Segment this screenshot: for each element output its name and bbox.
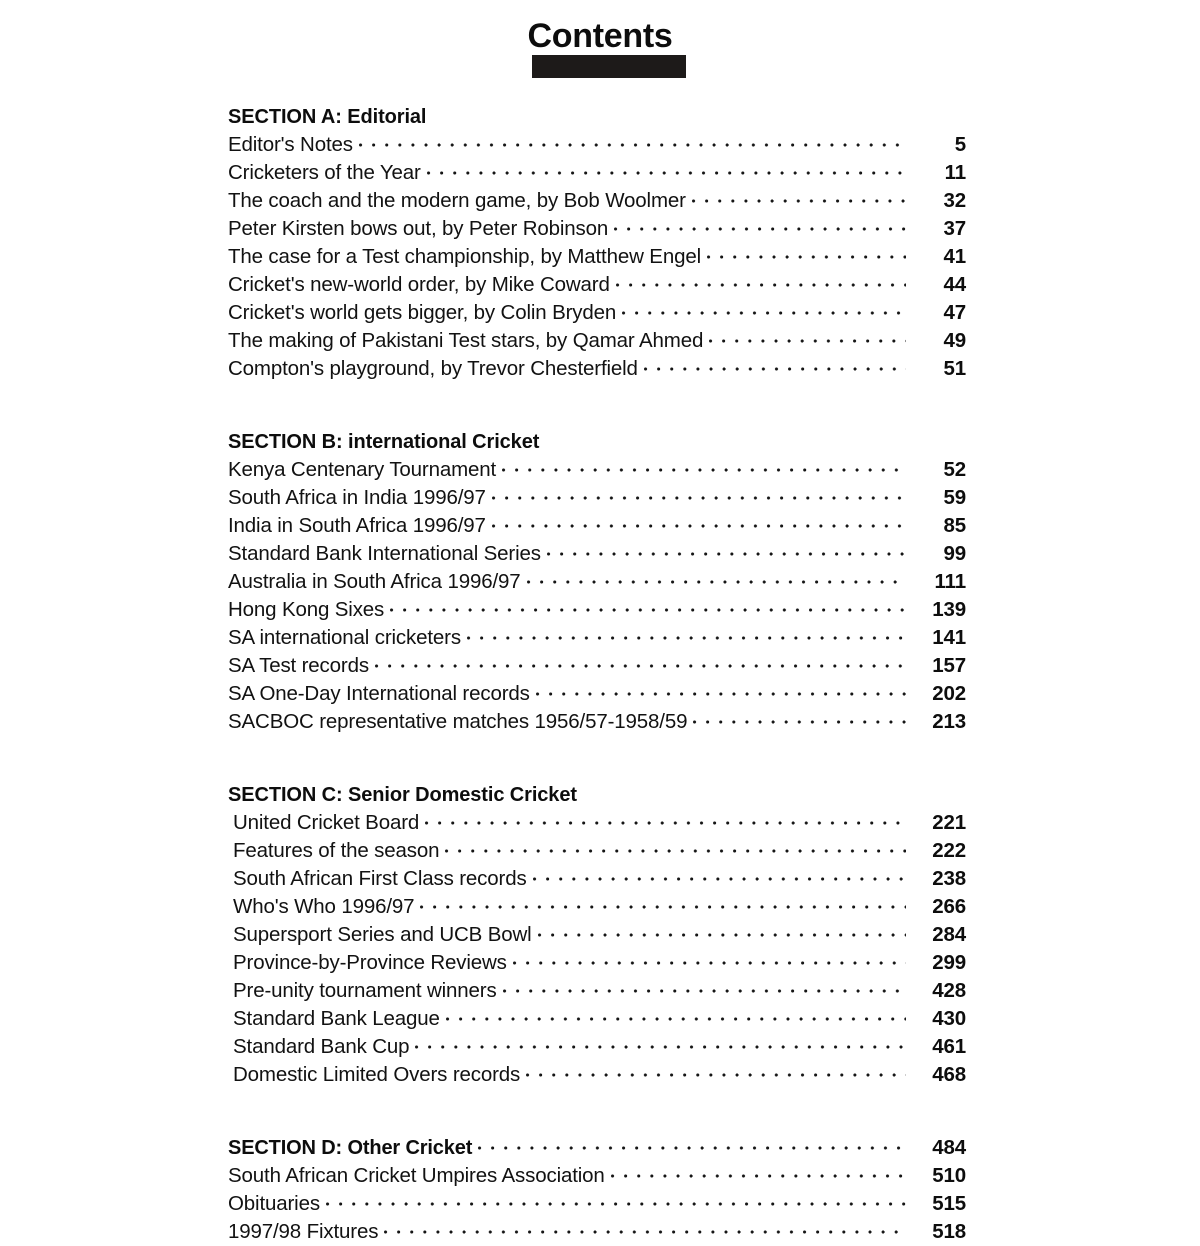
dot-leader — [622, 303, 906, 323]
toc-page-number: 49 — [943, 329, 966, 352]
toc-entry-label: South African First Class records — [233, 867, 527, 890]
toc-page-number: 515 — [932, 1192, 966, 1215]
toc-entry[interactable] — [228, 131, 966, 159]
toc-entry-label: SA One-Day International records — [228, 682, 530, 705]
toc-entry-label: Standard Bank League — [233, 1007, 440, 1030]
toc-entry[interactable] — [228, 809, 966, 837]
section-heading: SECTION C: Senior Domestic Cricket — [228, 784, 577, 806]
toc-entry[interactable] — [228, 837, 966, 865]
dot-leader — [492, 488, 906, 508]
dot-leader — [425, 813, 906, 833]
section-heading-label: SECTION D: Other Cricket — [228, 1137, 473, 1159]
toc-page-number: 202 — [932, 682, 966, 705]
toc-entry[interactable] — [228, 299, 966, 327]
toc-entry-label: Pre-unity tournament winners — [233, 979, 497, 1002]
toc-page-number: 139 — [932, 598, 966, 621]
toc-page-number: 221 — [932, 811, 966, 834]
toc-entry-label: India in South Africa 1996/97 — [228, 514, 486, 537]
page-title: Contents — [527, 17, 673, 55]
toc-page-number: 484 — [932, 1136, 966, 1159]
toc-page-number: 518 — [932, 1220, 966, 1243]
toc-entry-label: Australia in South Africa 1996/97 — [228, 570, 521, 593]
dot-leader — [446, 1009, 906, 1029]
toc-entry[interactable] — [228, 215, 966, 243]
toc-entry[interactable] — [228, 624, 966, 652]
toc-entry-label: Cricket's world gets bigger, by Colin Bryden — [228, 301, 617, 324]
dot-leader — [536, 684, 906, 704]
toc-entry[interactable] — [228, 512, 966, 540]
toc-page-number: 468 — [932, 1063, 966, 1086]
toc-entry[interactable] — [228, 949, 966, 977]
toc-page-number: 32 — [943, 189, 966, 212]
toc-page-number: 44 — [943, 273, 966, 296]
toc-entry-label: SACBOC representative matches 1956/57-1958/59 — [228, 710, 688, 733]
toc-entry-label: SA Test records — [228, 654, 369, 677]
toc-page-number: 222 — [932, 839, 966, 862]
toc-page-number: 141 — [932, 626, 966, 649]
toc-entry[interactable] — [228, 271, 966, 299]
toc-section — [228, 1134, 966, 1246]
toc-page-number: 238 — [932, 867, 966, 890]
toc-entry-label: Peter Kirsten bows out, by Peter Robinson — [228, 217, 609, 240]
toc-entry[interactable] — [228, 1033, 966, 1061]
dot-leader — [644, 359, 906, 379]
toc-page-number: 157 — [932, 654, 966, 677]
toc-section — [228, 781, 966, 1089]
toc-entry-label: South African Cricket Umpires Association — [228, 1164, 605, 1187]
toc-page-number: 37 — [943, 217, 966, 240]
toc-entry[interactable] — [228, 456, 966, 484]
toc-entry-label: SA international cricketers — [228, 626, 461, 649]
toc-entry-label: Domestic Limited Overs records — [233, 1063, 521, 1086]
toc-section — [228, 103, 966, 383]
title-block — [0, 16, 1200, 56]
toc-page-number: 52 — [943, 458, 966, 481]
toc-entry-label: 1997/98 Fixtures — [228, 1220, 379, 1243]
dot-leader — [427, 163, 906, 183]
toc-page-number: 461 — [932, 1035, 966, 1058]
toc-entry-label: Editor's Notes — [228, 133, 353, 156]
toc-entry[interactable] — [228, 708, 966, 736]
dot-leader — [707, 247, 906, 267]
toc-entry[interactable] — [228, 893, 966, 921]
toc-section — [228, 428, 966, 736]
toc-entry-label: Features of the season — [233, 839, 440, 862]
toc-entry[interactable] — [228, 1061, 966, 1089]
toc-entry-label: South Africa in India 1996/97 — [228, 486, 486, 509]
dot-leader — [526, 1065, 906, 1085]
toc-entry[interactable] — [228, 1190, 966, 1218]
dot-leader — [538, 925, 906, 945]
dot-leader — [415, 1037, 906, 1057]
dot-leader — [616, 275, 906, 295]
toc-entry[interactable] — [228, 865, 966, 893]
toc-entry[interactable] — [228, 355, 966, 383]
toc-page-number: 11 — [944, 161, 966, 184]
toc-page-number: 430 — [932, 1007, 966, 1030]
toc-entry[interactable] — [228, 568, 966, 596]
toc-page-number: 5 — [954, 133, 966, 156]
toc-entry-label: Who's Who 1996/97 — [233, 895, 415, 918]
toc-entry[interactable] — [228, 596, 966, 624]
toc-page-number: 266 — [932, 895, 966, 918]
toc-entry[interactable] — [228, 977, 966, 1005]
toc-entry-label: Standard Bank International Series — [228, 542, 541, 565]
dot-leader — [547, 544, 906, 564]
toc-entry[interactable] — [228, 327, 966, 355]
section-heading: SECTION A: Editorial — [228, 106, 427, 128]
toc-entry-label: Kenya Centenary Tournament — [228, 458, 497, 481]
toc-entry[interactable] — [228, 484, 966, 512]
toc-entry-label: Supersport Series and UCB Bowl — [233, 923, 532, 946]
toc-entry-label: Province-by-Province Reviews — [233, 951, 507, 974]
toc-entry-label: Standard Bank Cup — [233, 1035, 410, 1058]
dot-leader — [533, 869, 906, 889]
toc-page-number: 428 — [932, 979, 966, 1002]
dot-leader — [692, 191, 906, 211]
toc-entry-label: Hong Kong Sixes — [228, 598, 385, 621]
toc-page-number: 41 — [943, 245, 966, 268]
dot-leader — [527, 572, 907, 592]
toc-entry[interactable] — [228, 243, 966, 271]
toc-entry[interactable] — [228, 540, 966, 568]
dot-leader — [611, 1166, 906, 1186]
toc-page-number: 111 — [934, 570, 966, 593]
dot-leader — [709, 331, 906, 351]
toc-entry-label: Cricket's new-world order, by Mike Coward — [228, 273, 610, 296]
toc-entry[interactable] — [228, 187, 966, 215]
toc-page-number: 85 — [943, 514, 966, 537]
section-heading-row[interactable] — [228, 1134, 966, 1162]
toc-entry-label: United Cricket Board — [233, 811, 420, 834]
toc-page-number: 510 — [932, 1164, 966, 1187]
toc-entry[interactable] — [228, 1005, 966, 1033]
dot-leader — [445, 841, 906, 861]
toc-entry-label: The making of Pakistani Test stars, by Qamar Ahmed — [228, 329, 704, 352]
toc-entry-label: Obituaries — [228, 1192, 320, 1215]
dot-leader — [390, 600, 906, 620]
dot-leader — [502, 460, 906, 480]
dot-leader — [384, 1222, 906, 1242]
toc-entry-label: Compton's playground, by Trevor Chesterfield — [228, 357, 638, 380]
dot-leader — [478, 1138, 906, 1158]
toc-page-number: 47 — [943, 301, 966, 324]
toc-entry[interactable] — [228, 1162, 966, 1190]
dot-leader — [492, 516, 906, 536]
toc-page-number: 213 — [932, 710, 966, 733]
toc-page-number: 299 — [932, 951, 966, 974]
dot-leader — [375, 656, 906, 676]
dot-leader — [326, 1194, 906, 1214]
dot-leader — [614, 219, 906, 239]
toc-page-number: 51 — [943, 357, 966, 380]
toc-entry-label: Cricketers of the Year — [228, 161, 421, 184]
toc-page-number: 59 — [943, 486, 966, 509]
toc-entry[interactable] — [228, 159, 966, 187]
redaction-bar — [532, 55, 686, 78]
toc-entry-label: The case for a Test championship, by Matthew Engel — [228, 245, 701, 268]
dot-leader — [467, 628, 906, 648]
toc-page-number: 99 — [943, 542, 966, 565]
section-heading: SECTION B: international Cricket — [228, 431, 540, 453]
table-of-contents — [228, 103, 966, 1246]
dot-leader — [693, 712, 906, 732]
toc-entry[interactable] — [228, 921, 966, 949]
toc-page-number: 284 — [932, 923, 966, 946]
dot-leader — [420, 897, 906, 917]
dot-leader — [359, 135, 906, 155]
dot-leader — [513, 953, 906, 973]
dot-leader — [503, 981, 906, 1001]
toc-entry-label: The coach and the modern game, by Bob Woolmer — [228, 189, 686, 212]
toc-entry[interactable] — [228, 680, 966, 708]
toc-entry[interactable] — [228, 652, 966, 680]
toc-entry[interactable] — [228, 1218, 966, 1246]
